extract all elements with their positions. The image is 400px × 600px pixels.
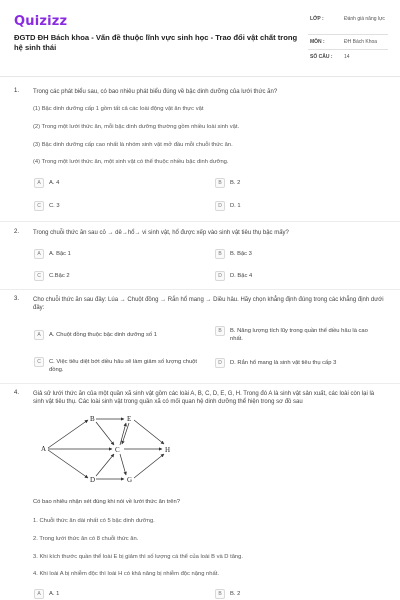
node-b: B [90,415,95,423]
quizizz-logo: Quizizz [14,14,68,29]
option-text: B. Năng lượng tích lũy trong quần thể diều hâu là cao nhất. [230,328,368,342]
meta-label-subject: MÔN : [310,39,325,45]
node-a: A [41,445,47,453]
meta-value-class: Đánh giá năng lực [344,16,385,22]
question-divider [0,383,400,384]
edge-d-c [96,454,114,476]
page-title: ĐGTD ĐH Bách khoa - Vấn đề thuộc lĩnh vực sinh học - Trao đổi vật chất trong hệ sinh thái [14,33,298,52]
worksheet-header [0,0,400,72]
statement: (1) Bậc dinh dưỡng cấp 1 gồm tất cả các loài động vật ăn thực vật [33,106,204,112]
edge-a-b [48,420,88,448]
option-letter: B [215,178,225,188]
meta-label-class: LỚP : [310,16,324,22]
header-divider [0,76,400,77]
option-text: C. 3 [49,203,60,209]
meta-value-count: 14 [344,54,350,60]
option-letter: A [34,589,44,599]
meta-panel [308,13,388,65]
option-text: B. 2 [230,591,241,597]
question-text: Trong các phát biểu sau, có bao nhiêu phát biểu đúng về bậc dinh dưỡng của lưới thức ăn? [33,89,278,95]
option-letter: D [215,358,225,368]
edge-b-c [96,422,114,445]
option-letter: C [34,201,44,211]
option-letter: A [34,249,44,259]
statement: 2. Trong lưới thức ăn có 8 chuỗi thức ăn. [33,536,139,542]
statement: 1. Chuỗi thức ăn dài nhất có 5 bậc dinh dưỡng. [33,518,155,524]
node-g: G [127,476,133,484]
question-text: Giả sử lưới thức ăn của một quần xã sinh vật gồm các loài A, B, C, D, E, G, H. Trong đó A là sinh vật sản xuất, các loài còn lại là sinh vật tiêu thụ. Các loài sinh vật trong quần xã có mối quan hệ dinh dưỡng thể hiện trong sơ đồ sau [33,391,375,405]
option-text: A. 4 [49,180,60,186]
question-number: 2. [14,229,20,235]
option-text: A. Chuột đồng thuộc bậc dinh dưỡng số 1 [49,332,157,338]
meta-label-count: SỐ CÂU : [310,54,333,60]
meta-row-subject [308,35,388,50]
option-text: D. Rắn hổ mang là sinh vật tiêu thụ cấp 3 [230,360,337,366]
question-text: Trong chuỗi thức ăn sau cỏ → dê→hổ→ vi sinh vật, hổ được xếp vào sinh vật tiêu thụ bậc mấy? [33,230,289,236]
statement: (3) Bậc dinh dưỡng cấp cao nhất là nhóm sinh vật mở đầu mỗi chuỗi thức ăn. [33,142,233,148]
meta-row-class [308,13,388,35]
option-text: D. Bậc 4 [230,273,253,279]
food-web-edges [48,419,164,479]
node-e: E [127,415,132,423]
meta-row-count [308,50,388,65]
statement: (2) Trong một lưới thức ăn, mỗi bậc dinh dưỡng thường gồm nhiều loài sinh vật. [33,124,240,130]
statement: 4. Khi loài A bị nhiễm độc thì loài H có khả năng bị nhiễm độc nặng nhất. [33,571,219,577]
option-text: B. Bậc 3 [230,251,252,257]
option-text: D. 1 [230,203,241,209]
edge-a-d [48,450,88,478]
option-letter: A [34,178,44,188]
option-letter: B [215,249,225,259]
question-number: 3. [14,296,20,302]
option-text: C.Bậc 2 [49,273,70,279]
question-divider [0,289,400,290]
option-letter: C [34,357,44,367]
option-text: B. 2 [230,180,241,186]
option-text: C. Việc tiêu diệt bớt diều hâu sẽ làm giảm số lượng chuột đồng. [49,359,198,373]
option-letter: C [34,271,44,281]
option-letter: B [215,589,225,599]
option-text: A. 1 [49,591,60,597]
question-number: 4. [14,390,20,396]
meta-value-subject: ĐH Bách Khoa [344,39,378,45]
edge-g-h [134,454,164,478]
option-text: A. Bậc 1 [49,251,71,257]
question-divider [0,221,400,222]
node-c: C [115,446,120,454]
statement: (4) Trong một lưới thức ăn, một sinh vật có thể thuộc nhiều bậc dinh dưỡng. [33,159,229,165]
edge-c-g [120,454,126,475]
option-letter: D [215,271,225,281]
option-letter: B [215,326,225,336]
node-h: H [165,446,171,454]
statement: 3. Khi kích thước quần thể loài E bị giảm thì số lượng cá thể của loài B và D tăng. [33,554,243,560]
question-number: 1. [14,88,20,94]
food-web-diagram [36,408,196,490]
question-text: Cho chuỗi thức ăn sau đây: Lúa → Chuột đồng → Rắn hổ mang → Diều hâu. Hãy chọn khẳng định đúng trong các khẳng định dưới đây: [33,297,384,311]
edge-e-h [134,420,164,444]
option-letter: D [215,201,225,211]
node-d: D [90,476,96,484]
question-prompt: Có bao nhiêu nhận xét đúng khi nói về lưới thức ăn trên? [33,499,180,505]
option-letter: A [34,330,44,340]
